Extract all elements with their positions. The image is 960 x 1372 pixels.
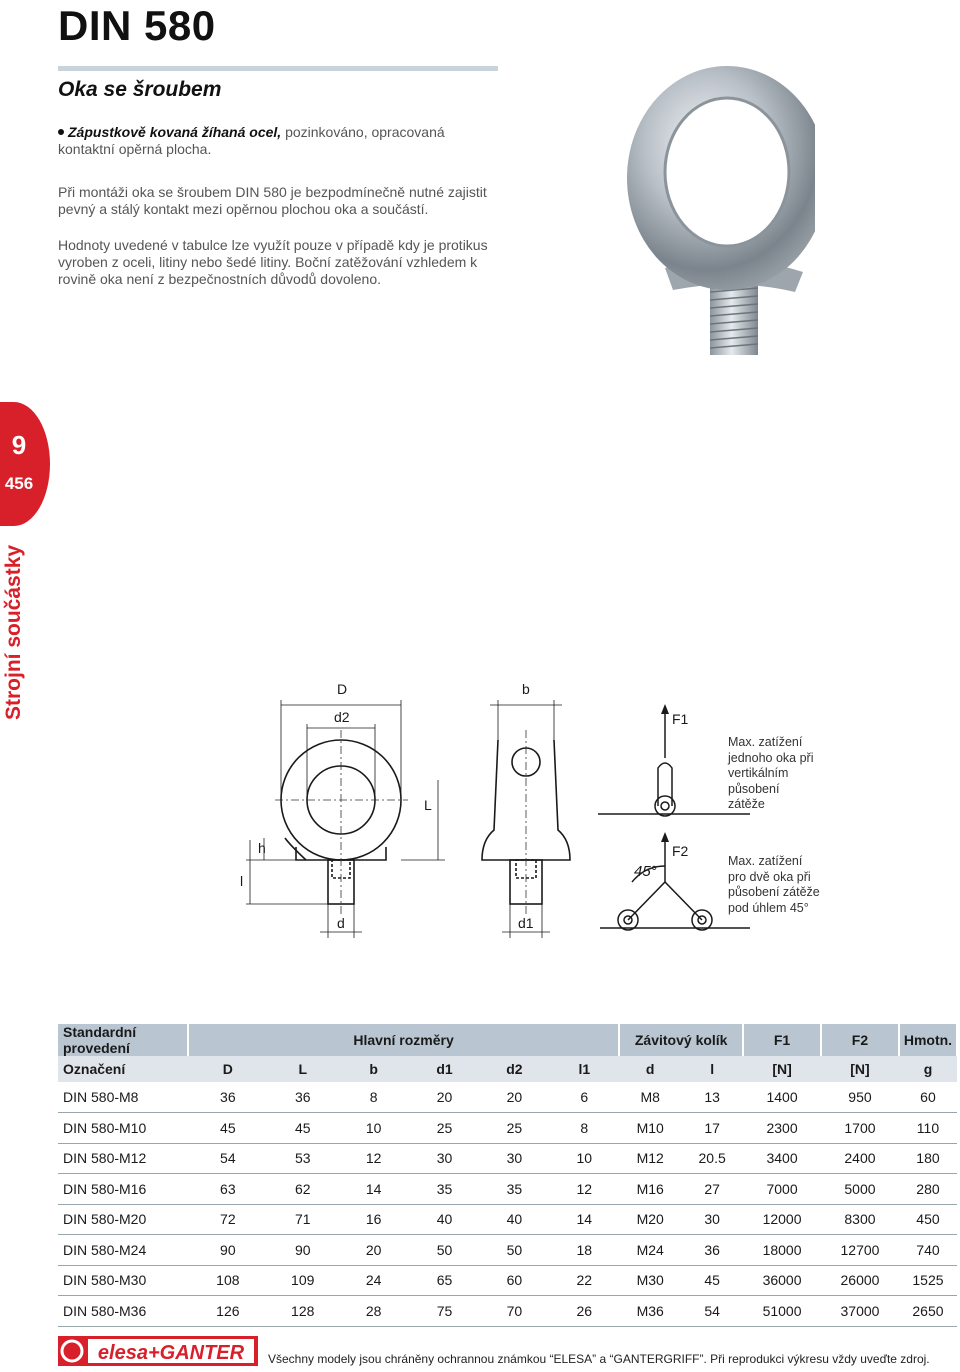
table-cell: 1400 [743,1082,821,1113]
group-threaded-pin: Závitový kolík [619,1024,743,1056]
table-cell: 50 [479,1235,549,1266]
table-cell: 13 [681,1082,743,1113]
col-f2-unit: [N] [821,1056,899,1082]
chapter-label: Strojní součástky [2,544,25,720]
table-cell: 12 [549,1174,619,1205]
table-cell: 45 [188,1113,268,1144]
col-l: l [681,1056,743,1082]
table-cell: 30 [479,1143,549,1174]
svg-text:elesa+GANTER: elesa+GANTER [97,1342,245,1364]
group-f2: F2 [821,1024,899,1056]
mounting-note: Při montáži oka se šroubem DIN 580 je bezpodmínečně nutné zajistit pevný a stálý kontakt mezi opěrnou plochou oka a součástí. [58,184,487,217]
footer-note: Všechny modely jsou chráněny ochrannou známkou “ELESA” a “GANTERGRIFF”. Při reprodukci výkresu vždy uveďte zdroj. [268,1352,930,1366]
table-cell: DIN 580-M24 [58,1235,188,1266]
table-cell: 27 [681,1174,743,1205]
table-cell: 26 [549,1296,619,1327]
table-cell: M8 [619,1082,681,1113]
table-cell: 62 [268,1174,338,1205]
table-cell: 110 [899,1113,957,1144]
table-row [58,1143,957,1174]
page-number: 456 [4,474,34,493]
table-cell: 37000 [821,1296,899,1327]
table-cell: 1525 [899,1265,957,1296]
caption-single-load: Max. zatížení jednoho oka při vertikálním působení zátěže [728,735,814,811]
table-cell: 20 [410,1082,480,1113]
elesa-ganter-logo [58,1336,258,1366]
table-cell: 740 [899,1235,957,1266]
col-d: d [619,1056,681,1082]
chapter-number: 9 [11,430,27,460]
table-body [58,1082,957,1326]
table-column-header [58,1056,957,1082]
table-cell: M36 [619,1296,681,1327]
table-cell: 180 [899,1143,957,1174]
table-cell: 14 [338,1174,410,1205]
dim-d: d [337,915,345,931]
table-row [58,1113,957,1144]
table-cell: 8 [338,1082,410,1113]
table-cell: 45 [681,1265,743,1296]
specification-table [58,1024,958,1327]
table-cell: 5000 [821,1174,899,1205]
table-group-header [58,1024,957,1056]
table-cell: 28 [338,1296,410,1327]
table-row [58,1082,957,1113]
table-cell: M24 [619,1235,681,1266]
col-d2: d2 [479,1056,549,1082]
col-f1-unit: [N] [743,1056,821,1082]
col-weight-unit: g [899,1056,957,1082]
table-row [58,1296,957,1327]
table-cell: 8 [549,1113,619,1144]
material-description [58,124,498,158]
table-cell: 35 [479,1174,549,1205]
table-cell: M12 [619,1143,681,1174]
angle-label: 45° [634,863,657,880]
table-cell: 36 [268,1082,338,1113]
table-cell: 36 [681,1235,743,1266]
table-cell: 7000 [743,1174,821,1205]
table-cell: 17 [681,1113,743,1144]
caption-angled-load: Max. zatížení pro dvě oka při působení zátěže pod úhlem 45° [728,854,820,915]
table-cell: 1700 [821,1113,899,1144]
material-rest: pozinkováno, opracovaná kontaktní opěrná plocha. [58,124,445,157]
table-cell: 51000 [743,1296,821,1327]
table-cell: 2300 [743,1113,821,1144]
dim-L: L [424,797,432,813]
table-row [58,1265,957,1296]
group-f1: F1 [743,1024,821,1056]
col-l1: l1 [549,1056,619,1082]
table-cell: 12000 [743,1204,821,1235]
table-cell: M10 [619,1113,681,1144]
eye-bolt-photo [615,60,815,360]
table-cell: M16 [619,1174,681,1205]
table-cell: 22 [549,1265,619,1296]
table-cell: 60 [479,1265,549,1296]
table-cell: 12 [338,1143,410,1174]
material-lead: Zápustkově kovaná žíhaná ocel, [68,124,282,140]
table-cell: 450 [899,1204,957,1235]
table-cell: DIN 580-M12 [58,1143,188,1174]
table-row [58,1204,957,1235]
col-d1: d1 [410,1056,480,1082]
chapter-tab-labels [0,402,50,526]
table-cell: 126 [188,1296,268,1327]
table-cell: 18000 [743,1235,821,1266]
table-cell: 14 [549,1204,619,1235]
load-note: Hodnoty uvedené v tabulce lze využít pouze v případě kdy je protikus vyroben z oceli, litiny nebo šedé litiny. Boční zatěžování vzhledem k rovině oka není z bezpečnostních důvodů dovoleno. [58,237,488,287]
page-title: DIN 580 [58,2,216,49]
table-cell: 3400 [743,1143,821,1174]
table-row [58,1174,957,1205]
table-cell: 90 [268,1235,338,1266]
group-weight: Hmotn. [899,1024,957,1056]
table-cell: 10 [338,1113,410,1144]
table-cell: 20.5 [681,1143,743,1174]
table-cell: 26000 [821,1265,899,1296]
table-cell: 45 [268,1113,338,1144]
table-cell: DIN 580-M8 [58,1082,188,1113]
col-D: D [188,1056,268,1082]
dim-b: b [522,681,530,697]
table-cell: 36000 [743,1265,821,1296]
table-cell: DIN 580-M20 [58,1204,188,1235]
table-row [58,1235,957,1266]
table-cell: 109 [268,1265,338,1296]
table-cell: 36 [188,1082,268,1113]
table-cell: 53 [268,1143,338,1174]
table-cell: 54 [681,1296,743,1327]
table-cell: 25 [410,1113,480,1144]
table-cell: 50 [410,1235,480,1266]
bullet-icon [58,129,64,135]
table-cell: 18 [549,1235,619,1266]
force-F1: F1 [672,711,689,727]
force-F2: F2 [672,843,689,859]
table-cell: 10 [549,1143,619,1174]
table-cell: DIN 580-M36 [58,1296,188,1327]
col-designation: Označení [58,1056,188,1082]
table-cell: 75 [410,1296,480,1327]
table-cell: 108 [188,1265,268,1296]
table-cell: 2650 [899,1296,957,1327]
table-cell: M30 [619,1265,681,1296]
table-cell: 24 [338,1265,410,1296]
table-cell: 71 [268,1204,338,1235]
group-main-dimensions: Hlavní rozměry [188,1024,619,1056]
table-cell: 128 [268,1296,338,1327]
table-cell: 20 [338,1235,410,1266]
table-cell: 65 [410,1265,480,1296]
col-b: b [338,1056,410,1082]
dim-D: D [337,681,348,697]
table-cell: 30 [681,1204,743,1235]
table-cell: 25 [479,1113,549,1144]
table-cell: 30 [410,1143,480,1174]
dim-d2: d2 [334,709,350,725]
table-cell: M20 [619,1204,681,1235]
group-standard: Standardní provedení [58,1024,188,1056]
table-cell: 40 [479,1204,549,1235]
table-cell: 54 [188,1143,268,1174]
table-cell: 60 [899,1082,957,1113]
dim-d1: d1 [518,915,534,931]
col-L: L [268,1056,338,1082]
dim-l: l [240,873,244,889]
table-cell: 20 [479,1082,549,1113]
table-cell: DIN 580-M10 [58,1113,188,1144]
table-cell: 35 [410,1174,480,1205]
table-cell: 70 [479,1296,549,1327]
table-cell: 40 [410,1204,480,1235]
table-cell: 6 [549,1082,619,1113]
table-cell: 950 [821,1082,899,1113]
table-cell: DIN 580-M30 [58,1265,188,1296]
table-cell: 16 [338,1204,410,1235]
table-cell: DIN 580-M16 [58,1174,188,1205]
table-cell: 63 [188,1174,268,1205]
table-cell: 72 [188,1204,268,1235]
table-cell: 90 [188,1235,268,1266]
page-subtitle: Oka se šroubem [58,78,222,101]
dim-h: h [258,840,266,856]
table-cell: 8300 [821,1204,899,1235]
table-cell: 12700 [821,1235,899,1266]
table-cell: 280 [899,1174,957,1205]
table-cell: 2400 [821,1143,899,1174]
title-divider [58,66,498,71]
